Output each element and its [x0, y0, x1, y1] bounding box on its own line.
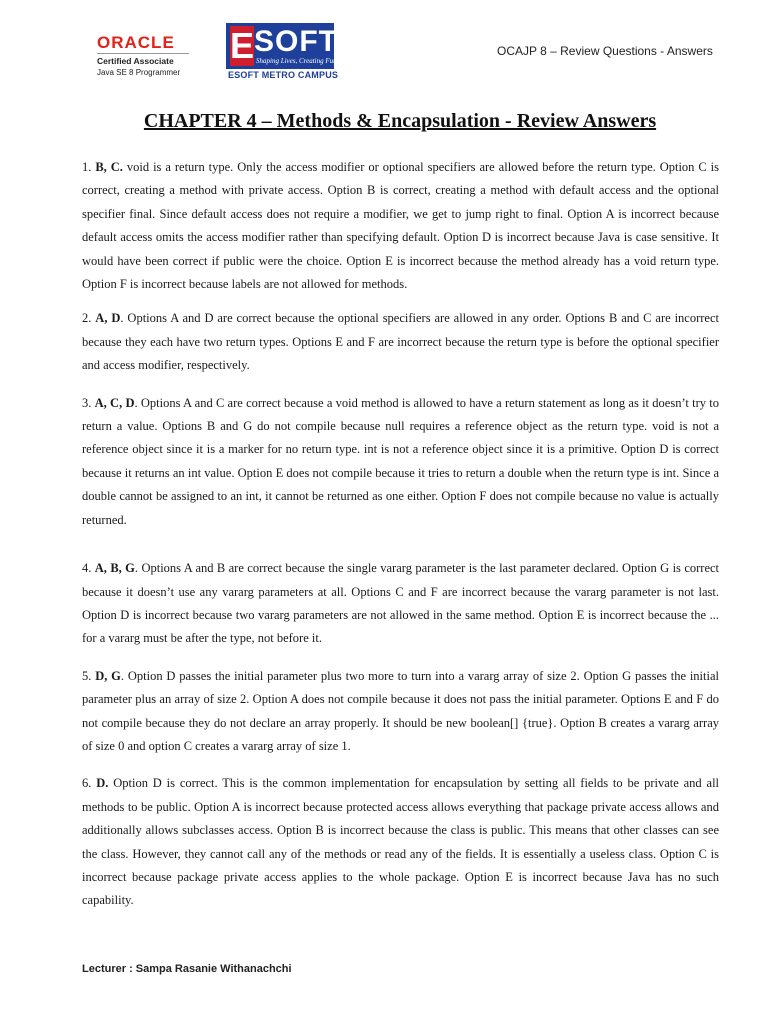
answer-item — [82, 156, 719, 296]
page-title: CHAPTER 4 – Methods & Encapsulation - Review Answers — [143, 110, 657, 132]
answer-number: 2. — [82, 311, 92, 326]
oracle-certification-logo — [97, 34, 197, 78]
esoft-tagline: Shaping Lives, Creating Futures. — [256, 57, 349, 65]
page-header — [0, 0, 768, 100]
oracle-cert-label: Certified Associate — [97, 56, 174, 66]
oracle-program-label: Java SE 8 Programmer — [97, 68, 181, 77]
esoft-logo-text: SOFT — [254, 25, 338, 58]
answers-list — [82, 156, 719, 913]
answer-options: D. — [96, 776, 109, 791]
oracle-logo-divider — [97, 53, 189, 54]
answer-explanation: . Options A and B are correct because the single vararg parameter is the last parameter declared. Option G is correct because it doesn’t use any vararg parameters at all. Options C and F are incorrect because the vararg parameter is not last. Option D is incorrect because two vararg parameters are not allowed in the same method. Option E is incorrect because the ... for a vararg must be after the type, not before it. — [82, 561, 720, 646]
answer-options: A, D — [95, 311, 121, 326]
answer-number: 4. — [82, 561, 92, 576]
answer-explanation: void is a return type. Only the access modifier or optional specifiers are allowed before the return type. Option C is correct, creating a method with private access. Option B is correct, creating a method with default access and the optional specifier final. Since default access does not require a modifier, we get to jump right to final. Option A is incorrect because default access omits the access modifier rather than specifying default. Option D is incorrect because Java is case sensitive. It would have been correct if public were the choice. Option E is incorrect because the method already has a void return type. Option F is incorrect because labels are not allowed for methods. — [82, 160, 720, 292]
page-footer-lecturer: Lecturer : Sampa Rasanie Withanachchi — [82, 963, 292, 975]
answer-options: B, C. — [95, 160, 123, 174]
answer-item — [82, 392, 719, 532]
answer-item — [82, 557, 719, 651]
answer-number: 5. — [82, 668, 92, 683]
answer-item — [82, 772, 719, 912]
answer-explanation: Option D is correct. This is the common implementation for encapsulation by setting all fields to be private and all methods to be public. Option A is incorrect because protected access allows everything that package private access allows and additionally allows subclasses access. Option B is incorrect because the class is public. This means that other classes can see the class. However, they cannot call any of the methods or read any of the fields. It is essentially a useless class. Option C is incorrect because package private access applies to the whole package. Option E is incorrect because Java has no such capability. — [82, 776, 720, 908]
esoft-campus-label: ESOFT METRO CAMPUS — [228, 70, 339, 80]
answer-item — [82, 307, 719, 377]
answer-options: D, G — [95, 668, 121, 683]
answer-explanation: . Option D passes the initial parameter plus two more to turn into a vararg array of size 2. Option G passes the initial parameter plus an array of size 2. Option A does not compile because it does not pass the initial parameter. Options E and F do not compile because they do not declare an array properly. It should be new boolean[] {true}. Option B creates a vararg array of size 0 and option C creates a vararg array of size 1. — [82, 668, 719, 753]
answer-number: 1. — [82, 160, 92, 174]
answer-explanation: . Options A and C are correct because a void method is allowed to have a return statement as long as it doesn’t try to return a value. Options B and G do not compile because null requires a reference object as the return type. void is not a reference object since it is a marker for no return type. int is not a reference object since it is a primitive. Option D is correct because it returns an int value. Option E does not compile because it tries to return a double when the return type is int. Since a double cannot be assigned to an int, it cannot be returned as one either. Option F does not compile because no value is actually returned. — [82, 395, 719, 527]
answer-options: A, B, G — [94, 561, 135, 576]
oracle-logo-text: ORACLE — [97, 33, 175, 52]
answer-explanation: . Options A and D are correct because the optional specifiers are allowed in any order. Options B and C are incorrect because they each have two return types. Options E and F are incorrect because the return type is before the optional specifier and access modifier, respectively. — [82, 311, 720, 373]
esoft-logo-box — [226, 23, 349, 69]
answer-options: A, C, D — [94, 395, 135, 410]
esoft-logo — [226, 23, 349, 81]
header-course-title: OCAJP 8 – Review Questions - Answers — [497, 44, 713, 58]
esoft-logo-e: E — [230, 25, 255, 66]
answer-number: 6. — [82, 776, 92, 791]
answer-number: 3. — [82, 395, 92, 410]
answer-item — [82, 665, 719, 759]
